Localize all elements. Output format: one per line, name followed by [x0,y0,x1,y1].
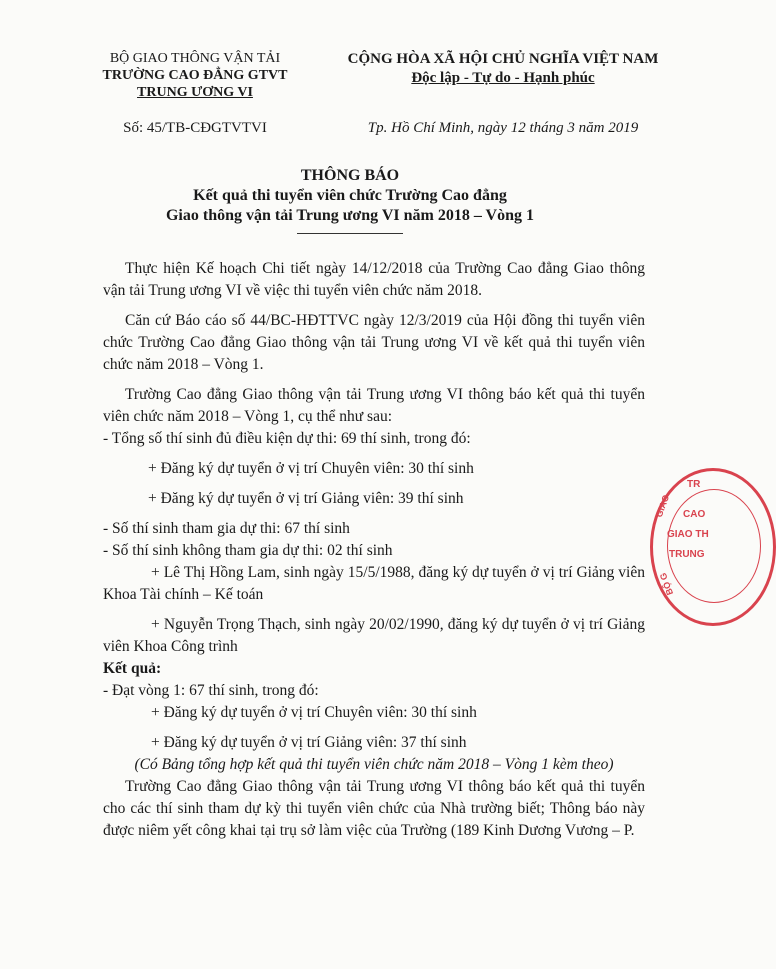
title-divider [297,233,403,234]
paragraph-basis: Căn cứ Báo cáo số 44/BC-HĐTTVC ngày 12/3/2019 của Hội đồng thi tuyển viên chức Trường Cao đẳng Giao thông vận tải Trung ương VI về kết quả thi tuyển viên chức năm 2018 – Vòng 1. [103,312,645,373]
document-body [103,258,645,842]
national-motto: Độc lập - Tự do - Hạnh phúc [411,70,595,86]
country-name: CỘNG HÒA XÃ HỘI CHỦ NGHĨA VIỆT NAM [347,51,659,67]
document-title [0,166,700,226]
total-candidates: - Tổng số thí sinh đủ điều kiện dự thi: 69 thí sinh, trong đó: [103,430,471,447]
seal-text-2: CAO [683,509,706,520]
national-header [318,50,688,88]
passed-specialist: + Đăng ký dự tuyển ở vị trí Chuyên viên: 30 thí sinh [151,704,477,721]
paragraph-plan: Thực hiện Kế hoạch Chi tiết ngày 14/12/2018 của Trường Cao đẳng Giao thông vận tải Trung ương VI về việc thi tuyển viên chức năm 2018. [103,260,645,299]
result-heading: Kết quả: [103,660,162,677]
seal-inner-ring [667,489,761,603]
attachment-note: (Có Bảng tổng hợp kết quả thi tuyển viên chức năm 2018 – Vòng 1 kèm theo) [134,756,614,773]
seal-text-1: TR [687,479,701,490]
total-specialist: + Đăng ký dự tuyển ở vị trí Chuyên viên: 30 thí sinh [148,460,474,477]
document-number: Số: 45/TB-CĐGTVTVI [123,120,267,136]
seal-text-4: TRUNG [669,549,705,560]
passed-round-1: - Đạt vòng 1: 67 thí sinh, trong đó: [103,682,319,699]
paragraph-final: Trường Cao đẳng Giao thông vận tải Trung ương VI thông báo kết quả thi tuyển cho các thí sinh tham dự kỳ thi tuyển viên chức của Nhà trường biết; Thông báo này được niêm yết công khai tại trụ sở làm việc của Trường (189 Kinh Dương Vương – P. [103,778,645,839]
ministry-name: BỘ GIAO THÔNG VẬN TẢI [109,51,281,66]
title-main: THÔNG BÁO [300,167,400,184]
passed-lecturer: + Đăng ký dự tuyển ở vị trí Giảng viên: 37 thí sinh [151,734,467,751]
seal-text-5: GIAO [653,493,672,519]
school-name-line1: TRƯỜNG CAO ĐẲNG GTVT [102,68,288,83]
absent-candidate-2: + Nguyễn Trọng Thạch, sinh ngày 20/02/1990, đăng ký dự tuyển ở vị trí Giảng viên Khoa Công trình [103,616,645,655]
school-name-line2: TRUNG ƯƠNG VI [137,85,253,100]
absent-candidate-1: + Lê Thị Hồng Lam, sinh ngày 15/5/1988, đăng ký dự tuyển ở vị trí Giảng viên Khoa Tài chính – Kế toán [103,564,645,603]
official-seal [650,468,776,626]
paragraph-announcement: Trường Cao đẳng Giao thông vận tải Trung ương VI thông báo kết quả thi tuyển viên chức năm 2018 – Vòng 1, cụ thể như sau: [103,386,645,425]
title-line2: Giao thông vận tải Trung ương VI năm 2018 – Vòng 1 [165,207,535,224]
seal-text-3: GIAO TH [667,529,709,540]
issuer-block [70,50,320,101]
seal-text-6: BỘ G [657,571,676,597]
absent-candidates: - Số thí sinh không tham gia dự thi: 02 thí sinh [103,542,393,559]
total-lecturer: + Đăng ký dự tuyển ở vị trí Giảng viên: 39 thí sinh [148,490,464,507]
attended-candidates: - Số thí sinh tham gia dự thi: 67 thí sinh [103,520,350,537]
title-line1: Kết quả thi tuyển viên chức Trường Cao đẳng [193,187,507,204]
place-and-date: Tp. Hồ Chí Minh, ngày 12 tháng 3 năm 2019 [367,120,639,136]
